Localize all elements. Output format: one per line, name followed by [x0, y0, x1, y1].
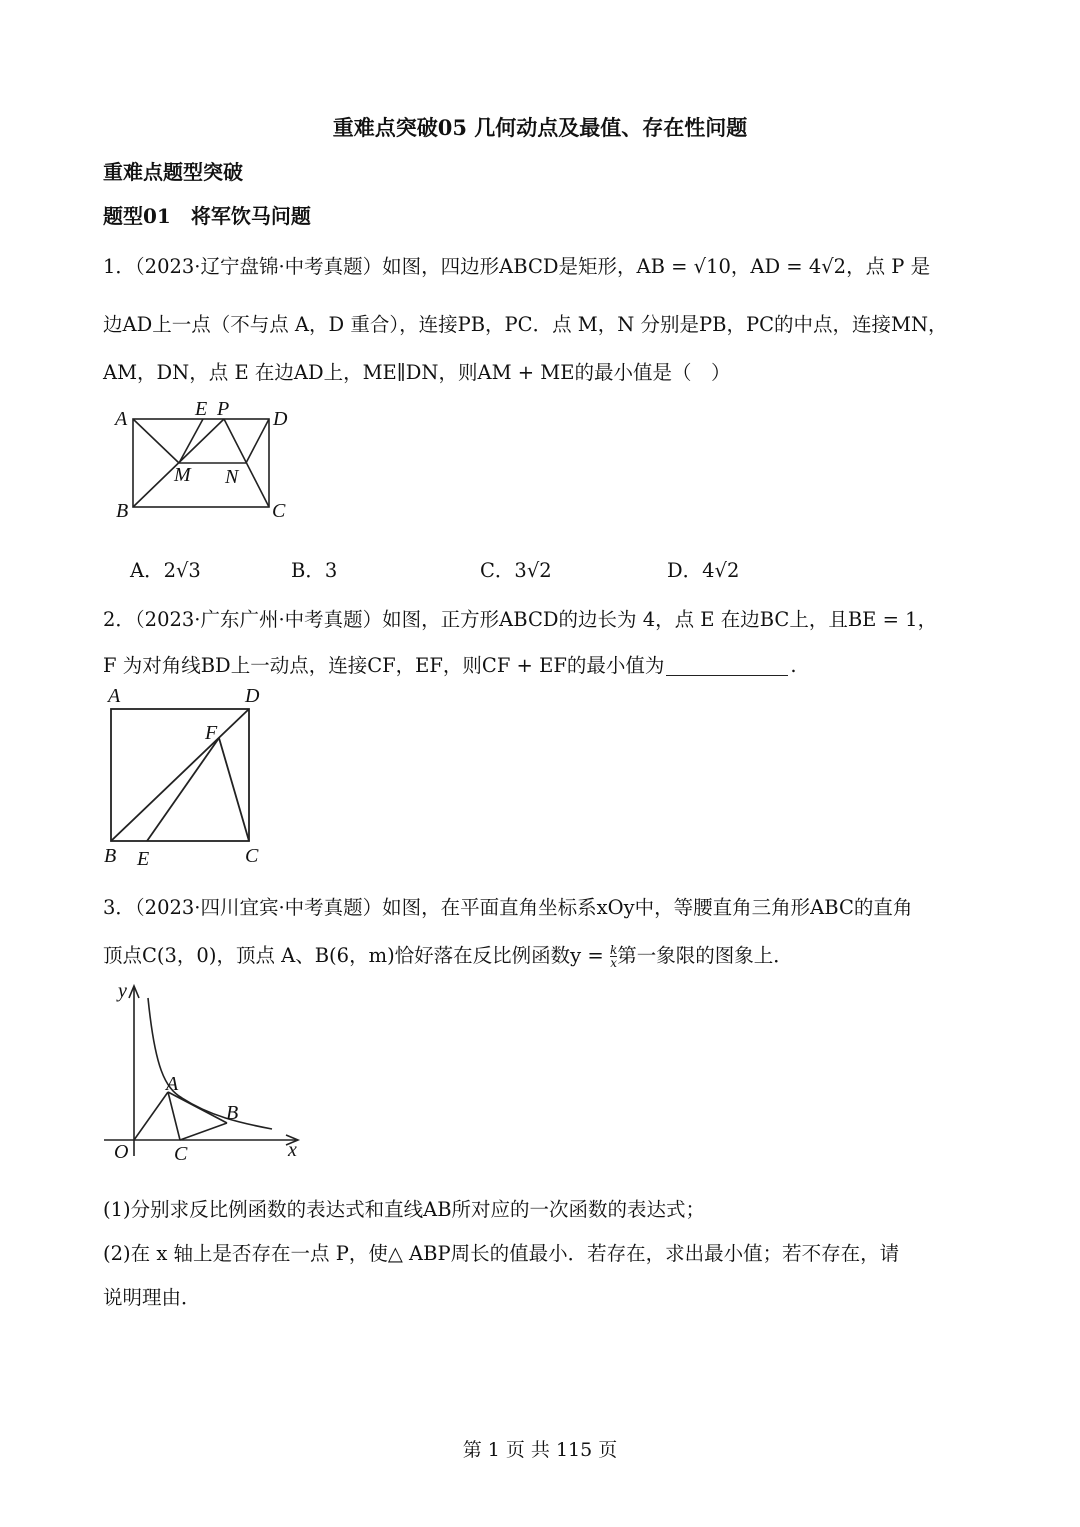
page-footer: 第 1 页 共 115 页: [462, 1439, 618, 1461]
doc-title: 重难点突破05 几何动点及最值、存在性问题: [332, 115, 748, 140]
q2-line2-end: .: [790, 654, 797, 677]
q2-label-C: C: [245, 845, 259, 867]
q1-label-E: E: [195, 398, 208, 420]
q2-label-B: B: [104, 845, 117, 867]
q2-answer-blank[interactable]: [666, 655, 788, 676]
q2-line1: 2．（2023·广东广州·中考真题）如图，正方形ABCD的边长为 4，点 E 在边BC上，且BE = 1，: [103, 608, 938, 631]
q3-frac-num: k: [609, 943, 618, 957]
q3-sub2-line1: (2)在 x 轴上是否存在一点 P，使△ ABP周长的值最小．若存在，求出最小值；若不存在，请: [103, 1242, 900, 1265]
q3-label-A: A: [166, 1073, 179, 1095]
q1-figure-rectangle: [100, 395, 300, 525]
q2-line2-text: F 为对角线BD上一动点，连接CF，EF，则CF + EF的最小值为: [103, 654, 665, 677]
q2-label-E: E: [137, 848, 150, 870]
q2-label-D: D: [245, 685, 260, 707]
q1-label-N: N: [225, 466, 239, 488]
q1-line3: AM，DN，点 E 在边AD上，ME∥DN，则AM + ME的最小值是（ ）: [103, 361, 731, 384]
q1-label-M: M: [174, 464, 191, 486]
q3-line2-text: 顶点C(3，0)，顶点 A、B(6，m)恰好落在反比例函数y =: [103, 944, 604, 967]
q1-label-P: P: [217, 398, 230, 420]
q3-label-O: O: [114, 1141, 129, 1163]
q2-figure-square: [95, 680, 275, 875]
q3-figure-coordinate-plane: [100, 978, 310, 1168]
q3-line2: [103, 940, 793, 969]
q2-line2: [103, 650, 797, 678]
q3-label-y: y: [118, 980, 127, 1002]
q3-line2-end: 第一象限的图象上．: [617, 944, 793, 967]
q1-line2: 边AD上一点（不与点 A，D 重合），连接PB，PC．点 M，N 分别是PB，PC的中点，连接MN，: [103, 313, 948, 336]
q3-label-B: B: [226, 1102, 239, 1124]
section-heading: 重难点题型突破: [103, 160, 243, 184]
q3-line1: 3．（2023·四川宜宾·中考真题）如图，在平面直角坐标系xOy中，等腰直角三角形ABC的直角: [103, 896, 913, 919]
q1-option-d[interactable]: D．4√2: [667, 559, 740, 582]
q1-label-C: C: [272, 500, 286, 522]
q1-option-a[interactable]: A．2√3: [130, 559, 201, 582]
q2-label-A: A: [108, 685, 121, 707]
q1-option-b[interactable]: B．3: [291, 559, 338, 582]
q3-sub1: (1)分别求反比例函数的表达式和直线AB所对应的一次函数的表达式；: [103, 1198, 706, 1221]
q3-label-C: C: [174, 1143, 188, 1165]
q3-label-x: x: [288, 1139, 297, 1161]
q3-frac-den: x: [610, 956, 617, 970]
q1-label-B: B: [116, 500, 129, 522]
q1-label-A: A: [115, 408, 128, 430]
q3-sub2-line2: 说明理由．: [103, 1286, 201, 1309]
q1-option-c[interactable]: C．3√2: [480, 559, 552, 582]
subsection-heading: 题型01 将军饮马问题: [103, 204, 311, 228]
q2-label-F: F: [205, 722, 218, 744]
q1-line1: 1．（2023·辽宁盘锦·中考真题）如图，四边形ABCD是矩形，AB = √10，AD = 4√2，点 P 是: [103, 255, 931, 278]
q1-label-D: D: [273, 408, 288, 430]
